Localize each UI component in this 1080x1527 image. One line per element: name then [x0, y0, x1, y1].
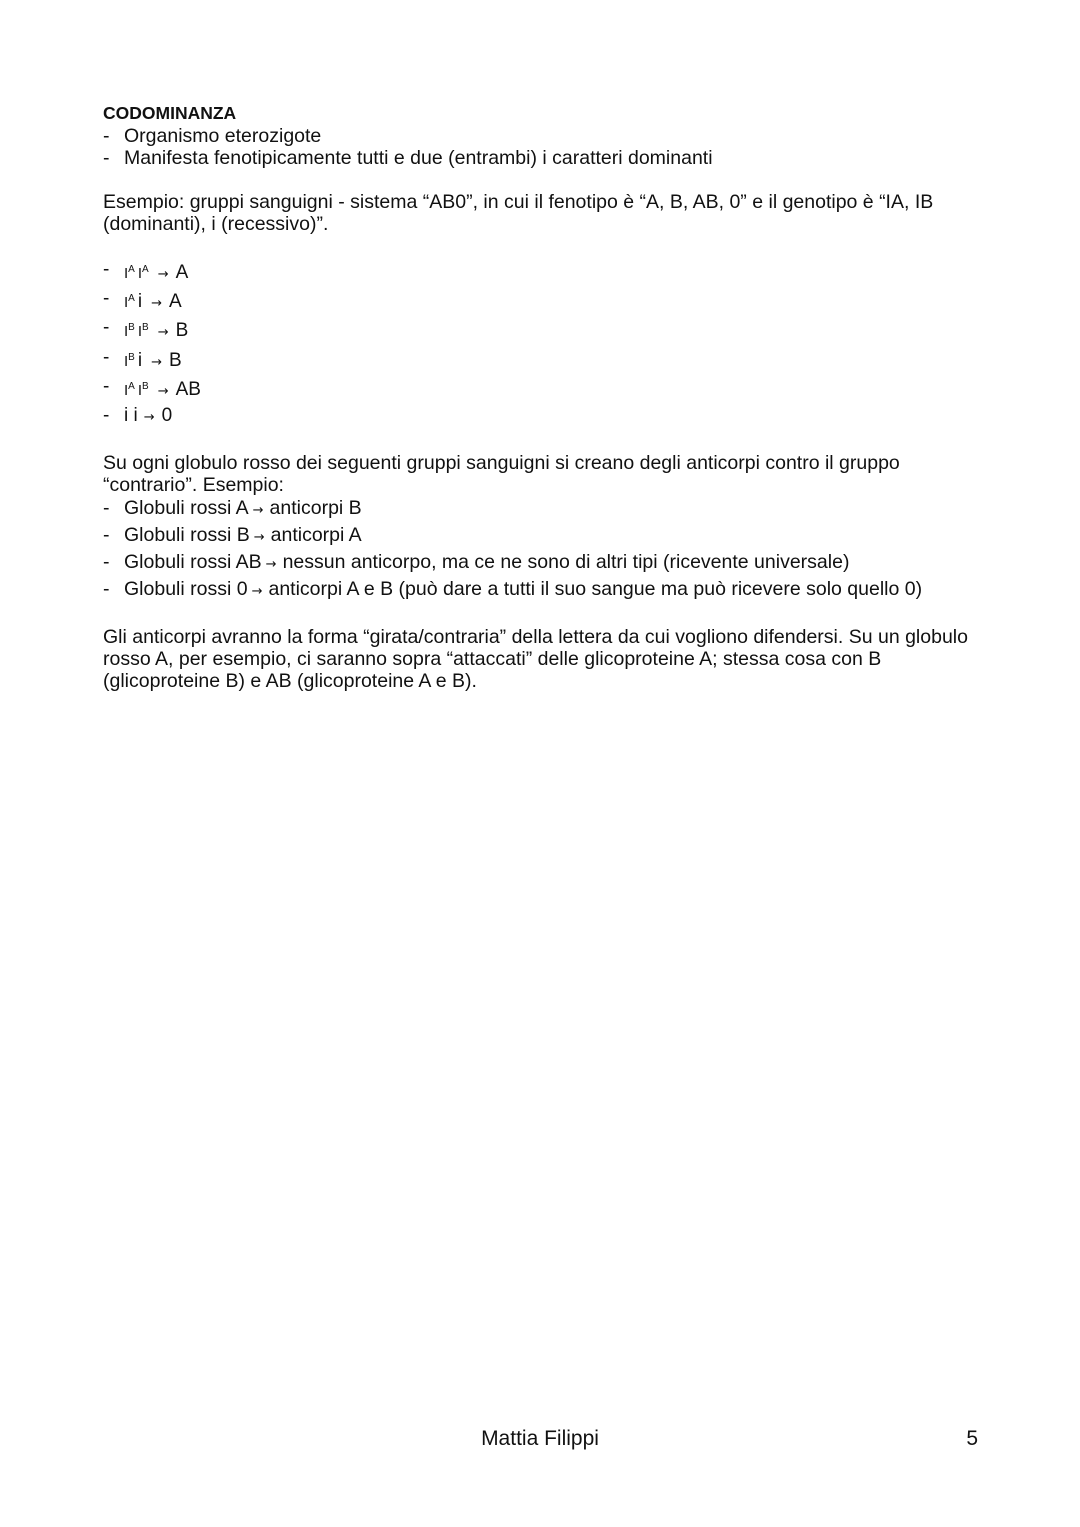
- example-paragraph: Esempio: gruppi sanguigni - sistema “AB0”, in cui il fenotipo è “A, B, AB, 0” e il genotipo è “IA, IB (dominanti), i (recessivo)”.: [103, 191, 934, 235]
- arrow-icon: →: [265, 557, 277, 573]
- phenotype-result: A: [168, 291, 182, 313]
- genotype-item: [103, 287, 983, 316]
- antibody-result: anticorpi A: [270, 524, 362, 547]
- allele: i: [137, 349, 143, 371]
- genotype-item: [103, 404, 983, 430]
- intro-item: - Manifesta fenotipicamente tutti e due (entrambi) i caratteri dominanti: [103, 147, 983, 169]
- phenotype-result: 0: [161, 405, 173, 427]
- arrow-icon: →: [143, 410, 155, 426]
- allele: I: [124, 294, 129, 312]
- allele: i: [133, 405, 138, 427]
- intro-list: [103, 125, 983, 169]
- phenotype-result: AB: [175, 378, 201, 400]
- closing-paragraph: Gli anticorpi avranno la forma “girata/contraria” della lettera da cui vogliono difendersi. Su un globulo rosso A, per esempio, ci saranno sopra “attaccati” delle glicoproteine A; stessa cosa con B (glicoproteine B) e AB (glicoproteine A e B).: [103, 626, 968, 693]
- allele: I: [137, 265, 143, 282]
- allele-superscript: B: [142, 380, 149, 392]
- red-cell-group: Globuli rossi A: [124, 497, 249, 520]
- arrow-icon: →: [157, 383, 169, 399]
- allele-superscript: A: [128, 264, 135, 275]
- antibody-list: [103, 496, 983, 604]
- allele-superscript: B: [128, 351, 135, 363]
- genotype-item: [103, 346, 983, 375]
- genotype-list: [103, 258, 983, 430]
- allele: I: [124, 352, 129, 370]
- intro-item: - Organismo eterozigote: [103, 125, 983, 147]
- antibody-result: anticorpi A e B (può dare a tutti il suo sangue ma può ricevere solo quello 0): [268, 578, 923, 601]
- arrow-icon: →: [157, 325, 169, 341]
- red-cell-group: Globuli rossi 0: [124, 578, 248, 601]
- antibody-item: [103, 577, 983, 604]
- genotype-item: [103, 258, 983, 287]
- antibody-result: nessun anticorpo, ma ce ne sono di altri tipi (ricevente universale): [282, 551, 850, 574]
- arrow-icon: →: [151, 354, 162, 370]
- allele-superscript: B: [142, 322, 149, 334]
- phenotype-result: A: [175, 262, 189, 283]
- page-number: 5: [966, 1427, 978, 1450]
- arrow-icon: →: [157, 267, 169, 282]
- allele: i: [137, 291, 143, 313]
- genotype-item: [103, 316, 983, 345]
- arrow-icon: →: [251, 584, 263, 600]
- antibody-item: [103, 550, 983, 577]
- antibody-result: anticorpi B: [269, 497, 362, 520]
- document-body: [103, 103, 983, 692]
- allele-superscript: A: [128, 380, 135, 392]
- allele: I: [137, 323, 143, 341]
- arrow-icon: →: [253, 530, 265, 546]
- allele: I: [137, 381, 143, 399]
- allele: i: [124, 405, 129, 427]
- phenotype-result: B: [175, 320, 189, 342]
- phenotype-result: B: [168, 349, 182, 371]
- antibody-item: [103, 496, 983, 523]
- allele-superscript: B: [128, 322, 135, 334]
- red-cell-group: Globuli rossi B: [124, 524, 250, 547]
- allele-superscript: A: [128, 293, 135, 305]
- genotype-item: [103, 375, 983, 404]
- arrow-icon: →: [252, 503, 264, 519]
- antibody-intro: Su ogni globulo rosso dei seguenti gruppi sanguigni si creano degli anticorpi contro il gruppo “contrario”. Esempio:: [103, 452, 900, 497]
- arrow-icon: →: [151, 296, 162, 312]
- footer-author: Mattia Filippi: [481, 1427, 599, 1450]
- allele: I: [124, 381, 129, 399]
- allele: I: [124, 323, 129, 341]
- section-heading: CODOMINANZA: [103, 103, 237, 123]
- allele: I: [124, 265, 129, 282]
- red-cell-group: Globuli rossi AB: [124, 551, 262, 574]
- allele-superscript: A: [142, 264, 149, 275]
- antibody-item: [103, 523, 983, 550]
